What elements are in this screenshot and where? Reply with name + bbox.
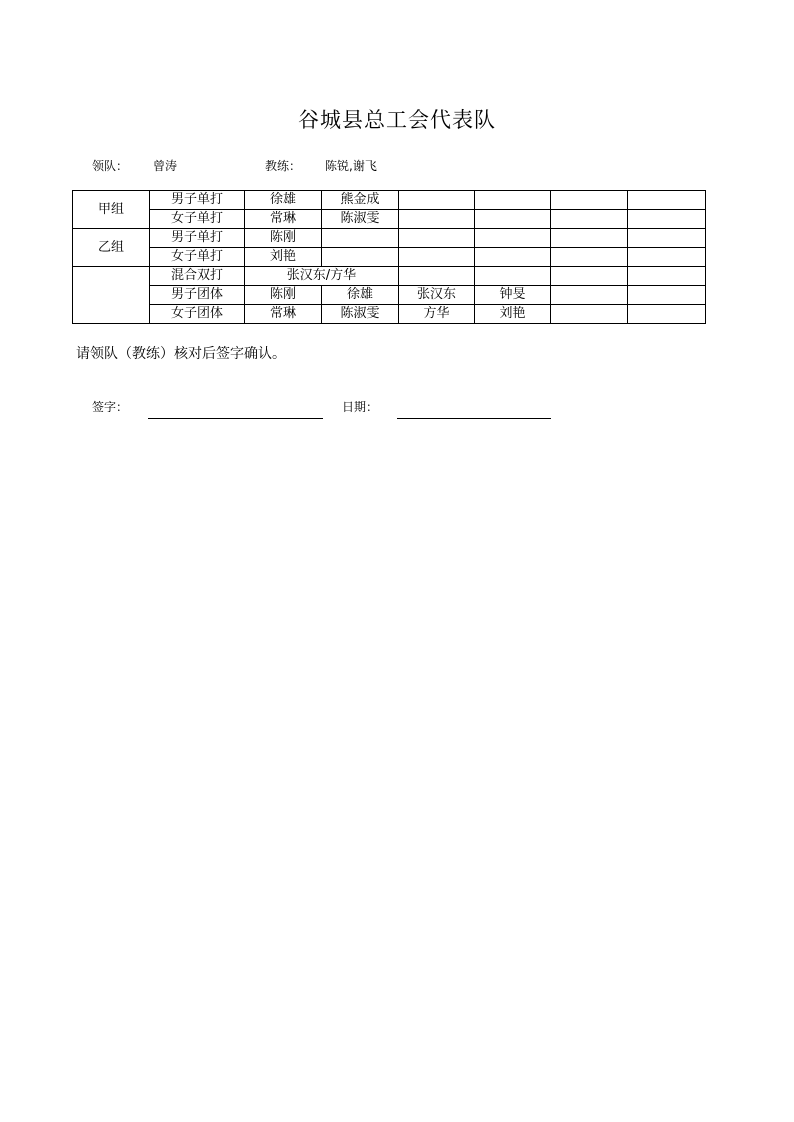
player-cell: 陈淑雯 — [322, 210, 399, 229]
player-cell: 刘艳 — [475, 305, 551, 324]
player-cell — [628, 305, 706, 324]
player-cell: 刘艳 — [245, 248, 322, 267]
event-cell: 女子单打 — [150, 248, 245, 267]
player-cell: 熊金成 — [322, 191, 399, 210]
signature-label: 签字： — [92, 400, 129, 414]
coach-value: 陈锐,谢飞 — [325, 159, 377, 173]
player-cell — [551, 191, 628, 210]
player-cell — [475, 191, 551, 210]
player-cell — [399, 210, 475, 229]
signature-line — [148, 418, 323, 419]
player-cell — [628, 210, 706, 229]
event-cell: 女子单打 — [150, 210, 245, 229]
player-cell — [628, 248, 706, 267]
player-cell — [551, 229, 628, 248]
player-cell: 徐雄 — [322, 286, 399, 305]
group-label-yi: 乙组 — [73, 229, 150, 267]
event-cell: 男子单打 — [150, 191, 245, 210]
player-cell — [551, 248, 628, 267]
player-cell: 常琳 — [245, 210, 322, 229]
table-row — [73, 229, 706, 248]
player-cell — [399, 229, 475, 248]
player-cell — [399, 267, 475, 286]
table-row — [73, 305, 706, 324]
player-cell — [551, 267, 628, 286]
player-cell — [399, 248, 475, 267]
group-label-blank — [73, 267, 150, 324]
player-cell: 陈刚 — [245, 286, 322, 305]
player-cell — [628, 229, 706, 248]
table-row — [73, 267, 706, 286]
leader-label: 领队： — [92, 159, 129, 173]
player-cell — [628, 191, 706, 210]
coach-label: 教练： — [265, 159, 302, 173]
player-cell: 陈淑雯 — [322, 305, 399, 324]
roster-table — [72, 190, 706, 324]
player-cell — [628, 286, 706, 305]
player-cell: 陈刚 — [245, 229, 322, 248]
table-row — [73, 248, 706, 267]
player-cell: 常琳 — [245, 305, 322, 324]
player-cell — [551, 210, 628, 229]
table-row — [73, 286, 706, 305]
player-cell: 张汉东 — [399, 286, 475, 305]
date-line — [397, 418, 551, 419]
player-cell: 徐雄 — [245, 191, 322, 210]
event-cell: 混合双打 — [150, 267, 245, 286]
event-cell: 男子团体 — [150, 286, 245, 305]
player-cell: 钟旻 — [475, 286, 551, 305]
date-label: 日期： — [342, 400, 379, 414]
player-cell — [475, 229, 551, 248]
leader-value: 曾涛 — [153, 159, 178, 173]
pair-cell: 张汉东/方华 — [245, 267, 399, 286]
table-row — [73, 191, 706, 210]
group-label-jia: 甲组 — [73, 191, 150, 229]
player-cell — [475, 248, 551, 267]
player-cell — [475, 210, 551, 229]
player-cell — [551, 286, 628, 305]
player-cell — [475, 267, 551, 286]
event-cell: 男子单打 — [150, 229, 245, 248]
table-row — [73, 210, 706, 229]
player-cell: 方华 — [399, 305, 475, 324]
player-cell — [322, 229, 399, 248]
event-cell: 女子团体 — [150, 305, 245, 324]
player-cell — [399, 191, 475, 210]
player-cell — [628, 267, 706, 286]
player-cell — [551, 305, 628, 324]
page-title: 谷城县总工会代表队 — [298, 108, 496, 132]
confirmation-note: 请领队（教练）核对后签字确认。 — [76, 346, 286, 362]
player-cell — [322, 248, 399, 267]
